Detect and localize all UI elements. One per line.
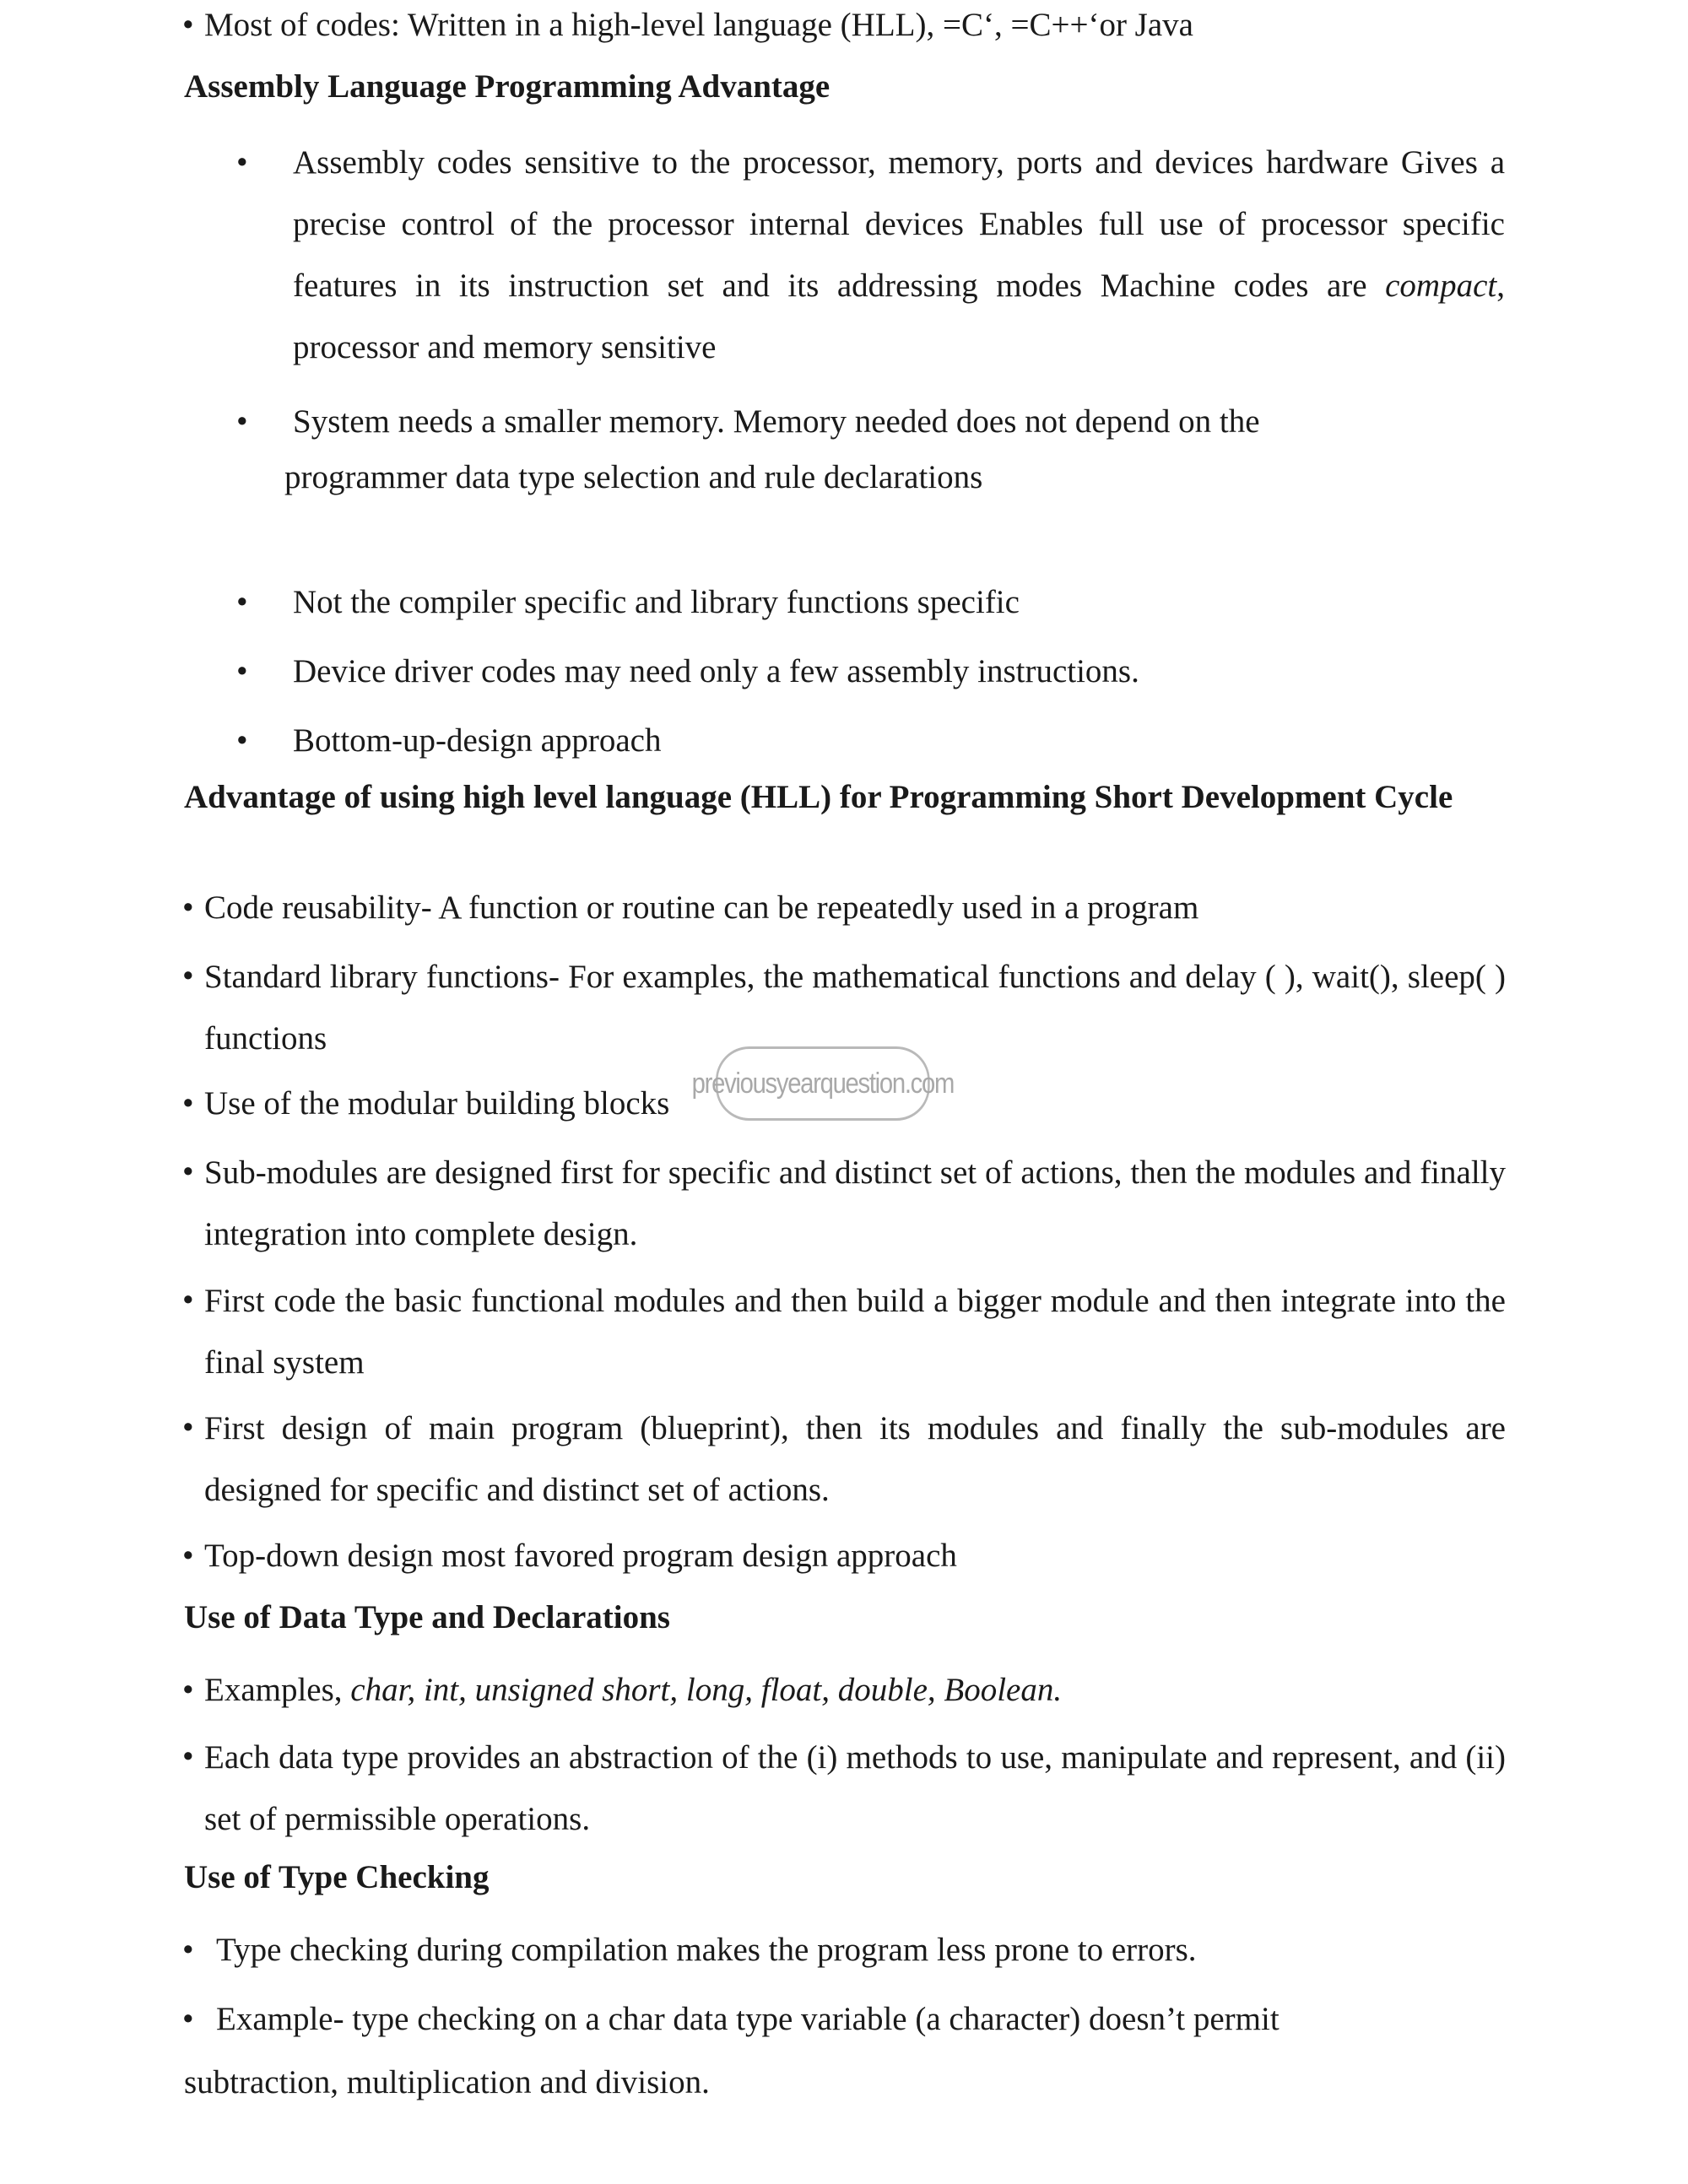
- bullet: •: [236, 653, 248, 689]
- typecheck-item-2-line1: Example- type checking on a char data type variable (a character) doesn’t permit: [216, 2001, 1280, 2037]
- bullet: •: [182, 1932, 194, 1968]
- assembly-item-2-line2: programmer data type selection and rule declarations: [284, 459, 983, 495]
- assembly-item-1-text: Assembly codes sensitive to the processor, memory, ports and devices hardware Gives a precise control of the processor internal devices Enables full use of processor specific features in its instruction set and its addressing modes Machine codes are: [293, 144, 1505, 304]
- bullet: •: [236, 722, 248, 759]
- bullet: •: [182, 1738, 194, 1775]
- typecheck-item-1: Type checking during compilation makes the program less prone to errors.: [216, 1932, 1197, 1968]
- assembly-item-4: Device driver codes may need only a few assembly instructions.: [293, 653, 1139, 689]
- datatype-item-2: Each data type provides an abstraction of the (i) methods to use, manipulate and represent, and (ii) set of permissible operations.: [204, 1739, 1506, 1837]
- datatype-item-1-emphasis: char, int, unsigned short, long, float, double, Boolean.: [350, 1672, 1063, 1708]
- bullet: •: [182, 2001, 194, 2037]
- bullet: •: [182, 958, 194, 994]
- assembly-item-1-tail: , processor and memory sensitive: [293, 268, 1505, 365]
- assembly-item-1-emphasis: compact: [1385, 268, 1497, 304]
- hll-item-6: First design of main program (blueprint), then its modules and finally the sub-modules are designed for specific and distinct set of actions.: [204, 1410, 1506, 1508]
- hll-item-5: First code the basic functional modules and then build a bigger module and then integrate into the final system: [204, 1283, 1506, 1381]
- heading-hll-advantage: Advantage of using high level language (HLL) for Programming Short Development Cycle: [184, 779, 1453, 815]
- intro-line: Most of codes: Written in a high-level language (HLL), =C‘, =C++‘or Java: [204, 7, 1193, 43]
- hll-item-4: Sub-modules are designed first for specific and distinct set of actions, then the modules and finally integration into complete design.: [204, 1154, 1506, 1252]
- assembly-item-2-line1: System needs a smaller memory. Memory needed does not depend on the: [293, 403, 1260, 440]
- assembly-item-3: Not the compiler specific and library functions specific: [293, 584, 1020, 620]
- bullet: •: [182, 7, 194, 43]
- bullet: •: [236, 144, 248, 181]
- assembly-item-5: Bottom-up-design approach: [293, 722, 662, 759]
- datatype-item-1-text: Examples,: [204, 1672, 351, 1708]
- datatype-item-1: [204, 1660, 1062, 1721]
- hll-item-1: Code reusability- A function or routine can be repeatedly used in a program: [204, 889, 1199, 926]
- hll-item-2: Standard library functions- For examples, the mathematical functions and delay ( ), wait(), sleep( ) functions: [204, 959, 1506, 1057]
- watermark-stamp: previousyearquestion.com: [716, 1046, 930, 1121]
- heading-data-type: Use of Data Type and Declarations: [184, 1599, 670, 1635]
- hll-item-7: Top-down design most favored program design approach: [204, 1538, 957, 1574]
- bullet: •: [182, 889, 194, 926]
- bullet: •: [236, 403, 248, 440]
- assembly-item-1: [293, 132, 1505, 378]
- bullet: •: [182, 1538, 194, 1574]
- heading-assembly-advantage: Assembly Language Programming Advantage: [184, 68, 830, 105]
- hll-item-3: Use of the modular building blocks: [204, 1085, 670, 1122]
- bullet: •: [236, 584, 248, 620]
- bullet: •: [182, 1085, 194, 1122]
- typecheck-item-2-line2: subtraction, multiplication and division.: [184, 2064, 710, 2100]
- heading-type-checking: Use of Type Checking: [184, 1859, 490, 1895]
- bullet: •: [182, 1282, 194, 1318]
- bullet: •: [182, 1154, 194, 1190]
- bullet: •: [182, 1672, 194, 1708]
- bullet: •: [182, 1409, 194, 1446]
